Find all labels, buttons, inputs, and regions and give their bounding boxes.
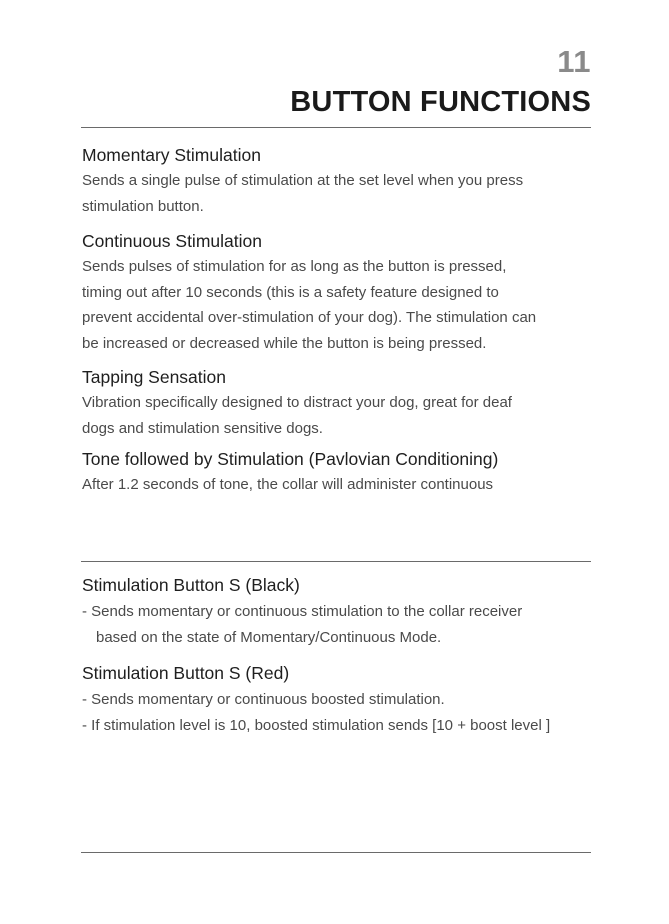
- bullet-list: [82, 599, 602, 650]
- page-title: BUTTON FUNCTIONS: [290, 86, 591, 118]
- section-continuous-stimulation: [82, 229, 602, 356]
- middle-divider: [81, 561, 591, 562]
- body-line: Sends a single pulse of stimulation at the set level when you press: [82, 172, 524, 189]
- section-heading: Stimulation Button S (Red): [82, 663, 290, 683]
- bullet-line: - Sends momentary or continuous stimulation to the collar receiver: [82, 603, 523, 620]
- bullet-line: - If stimulation level is 10, boosted stimulation sends [10 + boost level ]: [82, 716, 551, 734]
- section-momentary-stimulation: [82, 143, 602, 219]
- body-line: After 1.2 seconds of tone, the collar will administer continuous: [82, 476, 494, 493]
- section-heading: Tone followed by Stimulation (Pavlovian Conditioning): [82, 449, 499, 469]
- section-heading: Continuous Stimulation: [82, 231, 262, 251]
- section-body: [82, 390, 602, 441]
- body-line: stimulation button.: [82, 197, 204, 215]
- body-line: Sends pulses of stimulation for as long as the button is pressed,: [82, 258, 507, 275]
- body-line: timing out after 10 seconds (this is a safety feature designed to: [82, 283, 499, 301]
- body-line: Vibration specifically designed to distract your dog, great for deaf: [82, 394, 512, 411]
- bottom-divider: [81, 852, 591, 853]
- bullet-item: [82, 687, 602, 713]
- bullet-list: [82, 687, 602, 738]
- section-stimulation-button-red: [82, 661, 602, 738]
- top-divider: [81, 127, 591, 128]
- section-body: [82, 472, 602, 498]
- body-line: prevent accidental over-stimulation of your dog). The stimulation can: [82, 309, 537, 326]
- section-body: [82, 254, 602, 356]
- bullet-item: [82, 599, 602, 650]
- section-heading: Tapping Sensation: [82, 367, 226, 387]
- section-stimulation-button-black: [82, 573, 602, 650]
- body-line: be increased or decreased while the button is being pressed.: [82, 334, 487, 352]
- section-body: [82, 168, 602, 219]
- section-tapping-sensation: [82, 365, 602, 441]
- bullet-line-continued: based on the state of Momentary/Continuous Mode.: [96, 628, 442, 646]
- section-heading: Momentary Stimulation: [82, 145, 261, 165]
- body-line: dogs and stimulation sensitive dogs.: [82, 419, 323, 437]
- section-tone-followed-by-stimulation: [82, 447, 602, 498]
- bullet-item: [82, 713, 602, 739]
- section-heading: Stimulation Button S (Black): [82, 575, 300, 595]
- page-number: 11: [557, 44, 591, 79]
- bullet-line: - Sends momentary or continuous boosted stimulation.: [82, 691, 445, 708]
